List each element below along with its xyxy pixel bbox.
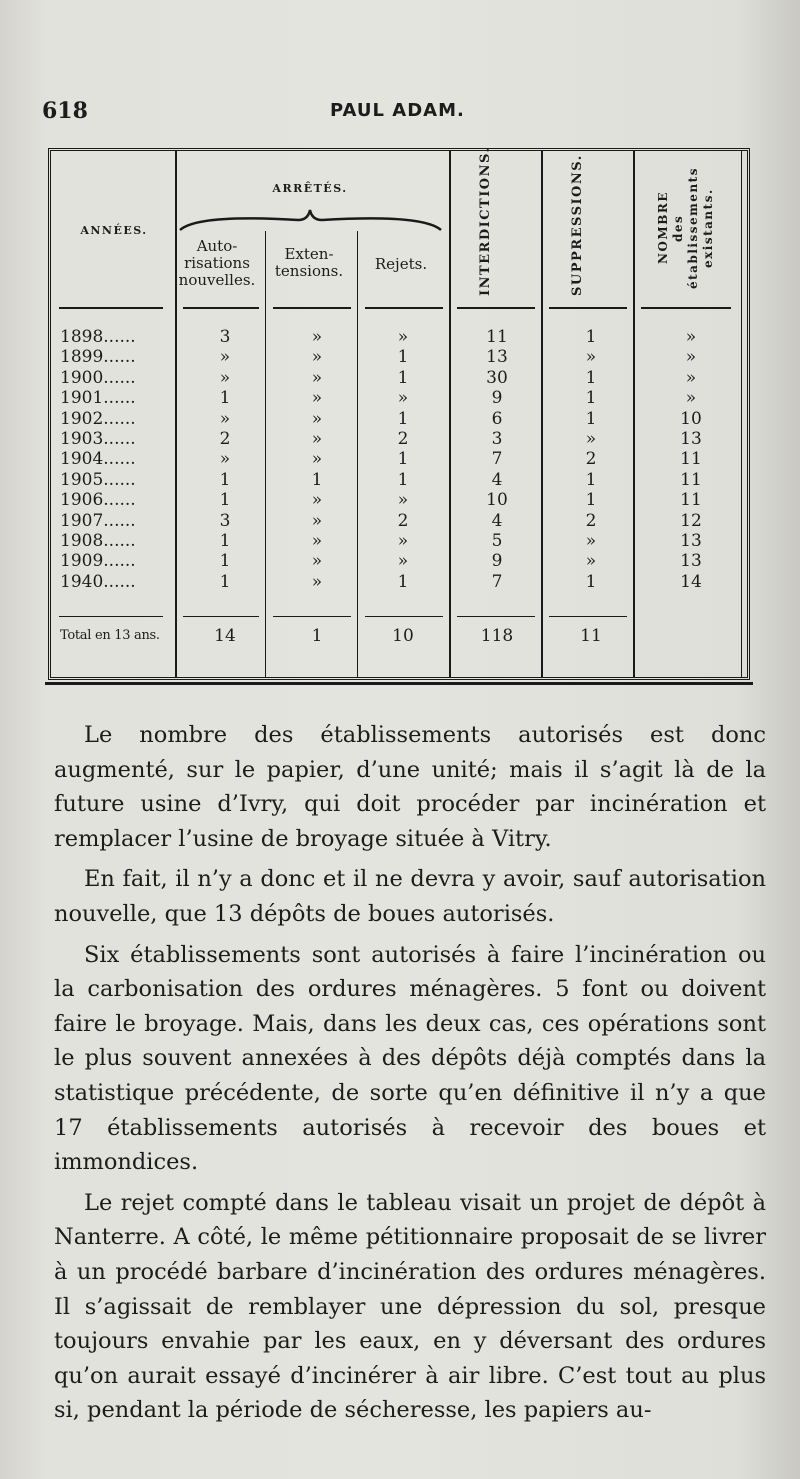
cell-nombre: » <box>685 388 697 409</box>
total-suppressions: 11 <box>580 626 602 646</box>
total-rule <box>183 616 259 617</box>
row-year: 1908...... <box>60 531 136 551</box>
cell-rejets: 1 <box>397 469 409 490</box>
header-rule <box>457 307 535 309</box>
cell-autorisations: 3 <box>219 510 231 531</box>
body-text <box>54 718 766 1434</box>
cell-autorisations: » <box>219 367 231 388</box>
total-rejets: 10 <box>392 626 414 646</box>
cell-nombre: » <box>685 367 697 388</box>
cell-extensions: » <box>311 367 323 388</box>
cell-autorisations: 3 <box>219 327 231 347</box>
header-autorisations: Auto- risations nouvelles. <box>178 237 256 289</box>
table-row <box>60 409 740 429</box>
cell-interdictions: 30 <box>486 367 508 388</box>
cell-autorisations: » <box>219 347 231 368</box>
cell-extensions: » <box>311 531 323 551</box>
cell-nombre: 11 <box>680 490 702 511</box>
cell-interdictions: 5 <box>491 531 503 551</box>
table-row <box>60 368 740 388</box>
header-interdictions: INTERDICTIONS. <box>478 146 493 296</box>
cell-autorisations: 1 <box>219 551 231 572</box>
cell-nombre: 13 <box>680 531 702 551</box>
table-row <box>60 327 740 347</box>
cell-extensions: » <box>311 408 323 429</box>
page-number: 618 <box>42 98 88 124</box>
header-brace <box>178 206 443 234</box>
total-extensions: 1 <box>311 626 323 646</box>
cell-extensions: » <box>311 490 323 511</box>
cell-interdictions: 13 <box>486 347 508 368</box>
cell-extensions: » <box>311 429 323 449</box>
cell-suppressions: » <box>585 429 597 449</box>
header-suppressions: SUPPRESSIONS. <box>570 154 585 296</box>
total-label: Total en 13 ans. <box>60 628 160 643</box>
cell-interdictions: 7 <box>491 571 503 592</box>
cell-nombre: 14 <box>680 571 702 592</box>
total-rule <box>549 616 627 617</box>
cell-rejets: » <box>397 388 409 409</box>
paragraph: Six établissements sont autorisés à faire l’incinération ou la carbonisation des ordures ménagères. 5 font ou doivent faire le broyage. Mais, dans les deux cas, ces opérations sont le plus souvent annexées à des dépôts déjà comptés dans la statistique précédente, de sorte qu’en définitive il n’y a que 17 établissements autorisés à recevoir des boues et immondices. <box>54 941 766 1176</box>
table-row <box>60 449 740 469</box>
cell-autorisations: » <box>219 408 231 429</box>
header-annees: ANNÉES. <box>80 224 148 237</box>
cell-nombre: » <box>685 327 697 347</box>
cell-rejets: 2 <box>397 510 409 531</box>
cell-autorisations: 1 <box>219 490 231 511</box>
cell-interdictions: 6 <box>491 408 503 429</box>
cell-suppressions: 1 <box>585 571 597 592</box>
running-head: PAUL ADAM. <box>330 100 465 121</box>
cell-suppressions: 1 <box>585 367 597 388</box>
header-rule <box>183 307 259 309</box>
cell-suppressions: » <box>585 551 597 572</box>
table-row <box>60 551 740 571</box>
table-row <box>60 470 740 490</box>
cell-autorisations: 1 <box>219 469 231 490</box>
cell-interdictions: 7 <box>491 449 503 470</box>
row-year: 1902...... <box>60 408 136 429</box>
header-nombre: NOMBRE des établissements existants. <box>656 167 715 289</box>
cell-extensions: » <box>311 551 323 572</box>
table-row <box>60 531 740 551</box>
row-year: 1898...... <box>60 327 136 347</box>
cell-extensions: 1 <box>311 469 323 490</box>
cell-nombre: 11 <box>680 469 702 490</box>
cell-suppressions: 2 <box>585 449 597 470</box>
cell-extensions: » <box>311 510 323 531</box>
total-row <box>60 626 740 646</box>
row-year: 1909...... <box>60 551 136 572</box>
paragraph: Le nombre des établissements autorisés est donc augmenté, sur le papier, d’une unité; mais il s’agit là de la future usine d’Ivry, qui doit procéder par incinération et remplacer l’usine de broyage située à Vitry. <box>54 722 766 852</box>
cell-autorisations: 1 <box>219 571 231 592</box>
table-row <box>60 388 740 408</box>
cell-suppressions: » <box>585 531 597 551</box>
cell-suppressions: 1 <box>585 490 597 511</box>
row-year: 1900...... <box>60 367 136 388</box>
total-rule <box>365 616 443 617</box>
cell-suppressions: 1 <box>585 408 597 429</box>
cell-interdictions: 4 <box>491 469 503 490</box>
header-arretes: ARRÊTÉS. <box>272 182 348 195</box>
cell-rejets: 1 <box>397 367 409 388</box>
total-interdictions: 118 <box>480 626 514 646</box>
cell-interdictions: 9 <box>491 551 503 572</box>
total-rule <box>457 616 535 617</box>
row-year: 1901...... <box>60 388 136 409</box>
cell-nombre: 11 <box>680 449 702 470</box>
cell-autorisations: » <box>219 449 231 470</box>
cell-rejets: 1 <box>397 347 409 368</box>
cell-interdictions: 11 <box>486 327 508 347</box>
header-rule <box>641 307 731 309</box>
cell-rejets: 1 <box>397 408 409 429</box>
header-rejets: Rejets. <box>374 255 428 273</box>
cell-rejets: » <box>397 551 409 572</box>
row-year: 1903...... <box>60 429 136 449</box>
cell-suppressions: 1 <box>585 469 597 490</box>
table-row <box>60 511 740 531</box>
cell-nombre: » <box>685 347 697 368</box>
column-divider <box>741 151 742 677</box>
row-year: 1940...... <box>60 571 136 592</box>
paragraph: Le rejet compté dans le tableau visait un projet de dépôt à Nanterre. A côté, le même pétitionnaire proposait de se livrer à un procédé barbare d’incinération des ordures ménagères. Il s’agissait de remblayer une dépression du sol, presque toujours envahie par les eaux, en y déversant des ordures qu’on aurait essayé d’incinérer à air libre. C’est tout au plus si, pendant la période de sécheresse, les papiers au- <box>54 1189 766 1424</box>
cell-rejets: 1 <box>397 449 409 470</box>
table-row <box>60 572 740 592</box>
cell-autorisations: 2 <box>219 429 231 449</box>
cell-interdictions: 9 <box>491 388 503 409</box>
header-rule <box>273 307 351 309</box>
cell-rejets: » <box>397 531 409 551</box>
cell-extensions: » <box>311 327 323 347</box>
header-rule <box>59 307 163 309</box>
cell-rejets: 1 <box>397 571 409 592</box>
paragraph: En fait, il n’y a donc et il ne devra y avoir, sauf autorisation nouvelle, que 13 dépôts de boues autorisés. <box>54 866 766 927</box>
cell-suppressions: 1 <box>585 327 597 347</box>
cell-interdictions: 3 <box>491 429 503 449</box>
row-year: 1907...... <box>60 510 136 531</box>
row-year: 1899...... <box>60 347 136 368</box>
table-row <box>60 429 740 449</box>
table-row <box>60 490 740 510</box>
total-autorisations: 14 <box>214 626 236 646</box>
cell-suppressions: 1 <box>585 388 597 409</box>
cell-extensions: » <box>311 388 323 409</box>
cell-extensions: » <box>311 347 323 368</box>
row-year: 1905...... <box>60 469 136 490</box>
cell-extensions: » <box>311 449 323 470</box>
cell-rejets: » <box>397 490 409 511</box>
table-row <box>60 347 740 367</box>
cell-rejets: 2 <box>397 429 409 449</box>
cell-nombre: 10 <box>680 408 702 429</box>
header-extensions: Exten- tensions. <box>274 245 344 280</box>
cell-interdictions: 4 <box>491 510 503 531</box>
cell-nombre: 13 <box>680 429 702 449</box>
cell-suppressions: » <box>585 347 597 368</box>
header-rule <box>549 307 627 309</box>
cell-rejets: » <box>397 327 409 347</box>
row-year: 1904...... <box>60 449 136 470</box>
row-year: 1906...... <box>60 490 136 511</box>
cell-nombre: 12 <box>680 510 702 531</box>
cell-extensions: » <box>311 571 323 592</box>
cell-interdictions: 10 <box>486 490 508 511</box>
total-rule <box>59 616 163 617</box>
cell-autorisations: 1 <box>219 388 231 409</box>
cell-suppressions: 2 <box>585 510 597 531</box>
total-rule <box>273 616 351 617</box>
cell-nombre: 13 <box>680 551 702 572</box>
cell-autorisations: 1 <box>219 531 231 551</box>
header-rule <box>365 307 443 309</box>
